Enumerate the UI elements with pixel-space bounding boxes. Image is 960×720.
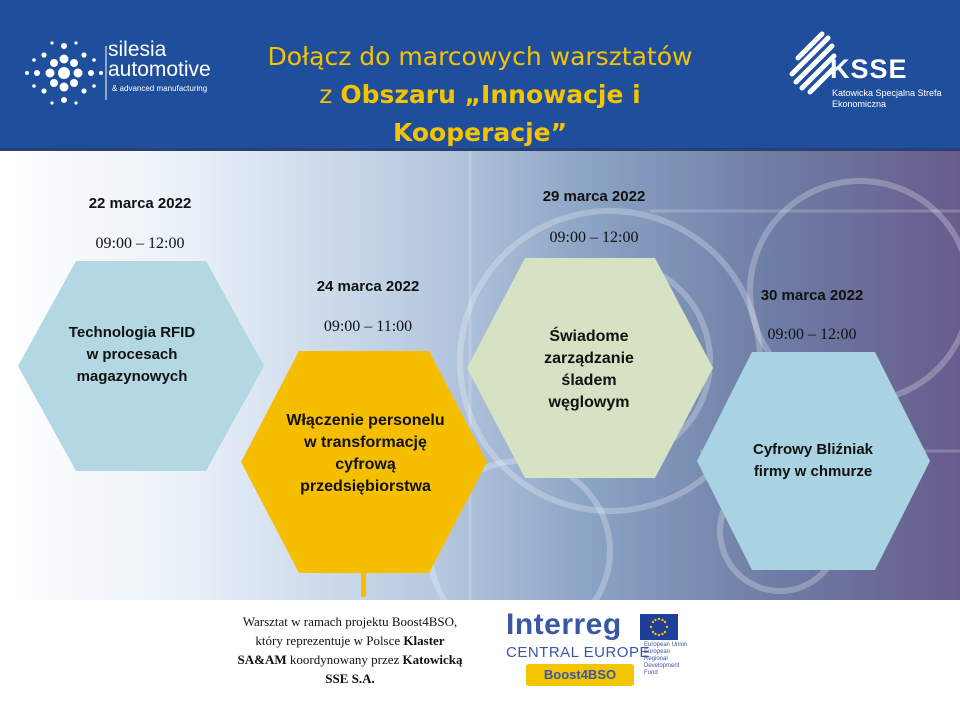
workshop-2-date: 24 marca 2022 [316, 278, 420, 295]
footer-klaster-name: Klaster SA&AM [237, 633, 445, 667]
title-prefix: z [319, 80, 341, 109]
workshop-2-title: Włączenie personelu w transformację cyfrową przedsiębiorstwa [286, 412, 445, 495]
eu-line-1: European Union [644, 642, 688, 648]
interreg-name: Interreg [506, 608, 622, 641]
advanced-manufacturing-logo-text: & advanced manufacturing [112, 84, 208, 93]
workshop-3-date: 29 marca 2022 [542, 188, 646, 205]
workshop-2-connector [361, 573, 366, 597]
workshop-4-date: 30 marca 2022 [760, 287, 864, 304]
title-line-1: Dołącz do marcowych warsztatów [267, 42, 693, 71]
footer-project-text [230, 612, 470, 688]
interreg-logo [502, 608, 692, 694]
workshop-1-date: 22 marca 2022 [88, 195, 192, 212]
eu-line-3: Development Fund [644, 663, 680, 676]
workshop-2-time: 09:00 – 11:00 [323, 318, 413, 335]
footer-ksse-name: Katowicką SSE S.A. [325, 652, 463, 686]
title-line-2 [240, 76, 720, 152]
eu-line-2: European Regional [644, 649, 671, 662]
eu-flag-icon [640, 614, 678, 640]
title-bold: Obszaru „Innowacje i Kooperacje” [340, 80, 641, 147]
workshop-1-time: 09:00 – 12:00 [95, 235, 185, 252]
eu-fund-text [644, 642, 694, 677]
boost4bso-badge: Boost4BSO [526, 664, 634, 686]
footer-text-part-1: Warsztat w ramach projektu Boost4BSO, który reprezentuje w Polsce [242, 614, 458, 648]
workshop-4-time: 09:00 – 12:00 [767, 326, 857, 343]
interreg-region: CENTRAL EUROPE [506, 644, 650, 661]
workshop-3-time: 09:00 – 12:00 [549, 229, 639, 246]
ksse-logo-subtitle: Katowicka Specjalna Strefa Ekonomiczna [832, 88, 942, 109]
workshop-3-title: Świadome zarządzanie śladem węglowym [544, 328, 634, 411]
silesia-logo-text: silesia [108, 38, 167, 61]
ksse-logo-name: KSSE [830, 54, 908, 84]
header-banner [0, 0, 960, 151]
footer-text-part-2: koordynowany przez [286, 652, 403, 667]
workshop-1-title: Technologia RFID w procesach magazynowych [68, 324, 196, 385]
workshop-4-title: Cyfrowy Bliźniak firmy w chmurze [752, 441, 874, 480]
page-title [240, 38, 720, 152]
automotive-logo-text: automotive [108, 58, 211, 81]
